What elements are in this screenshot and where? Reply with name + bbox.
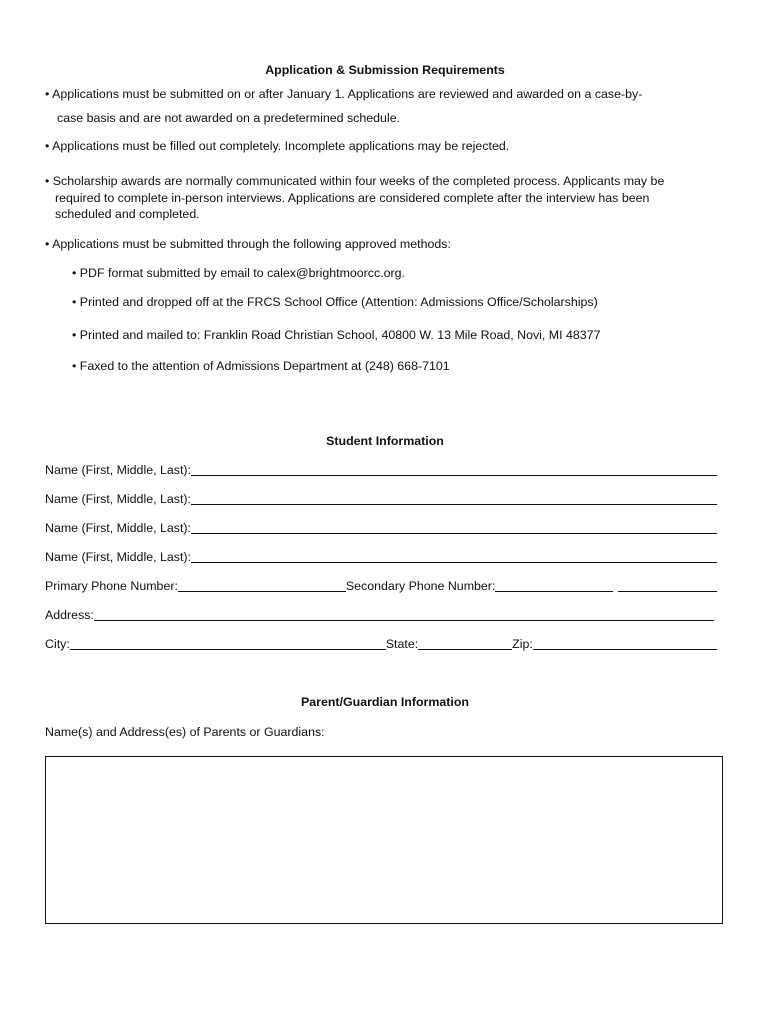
secondary-phone-label: Secondary Phone Number: <box>345 579 496 593</box>
name-field[interactable] <box>191 520 717 534</box>
state-label: State: <box>385 637 419 651</box>
parent-info-textbox[interactable] <box>45 756 723 924</box>
parent-info-title: Parent/Guardian Information <box>301 695 469 709</box>
secondary-phone-field[interactable] <box>495 578 613 592</box>
requirement-line: scheduled and completed. <box>55 207 200 221</box>
name-label: Name (First, Middle, Last): <box>45 521 191 535</box>
requirement-line: case basis and are not awarded on a predetermined schedule. <box>57 111 401 125</box>
phone-row <box>45 576 717 594</box>
primary-phone-field[interactable] <box>178 578 346 592</box>
state-field[interactable] <box>418 636 512 650</box>
requirement-line: required to complete in-person interviews. Applications are considered complete after the interview has been <box>55 190 650 205</box>
name-field[interactable] <box>191 462 717 476</box>
city-field[interactable] <box>70 636 386 650</box>
zip-label: Zip: <box>512 637 533 651</box>
name-label: Name (First, Middle, Last): <box>45 492 191 506</box>
address-row <box>45 605 714 623</box>
name-field[interactable] <box>191 491 717 505</box>
secondary-phone-extra-field[interactable] <box>618 578 717 592</box>
method-email: • PDF format submitted by email to calex@brightmoorcc.org. <box>72 266 405 280</box>
student-name-row <box>45 489 717 507</box>
city-state-zip-row <box>45 634 717 652</box>
zip-field[interactable] <box>533 636 717 650</box>
address-field[interactable] <box>94 607 714 621</box>
requirement-item <box>45 236 451 253</box>
city-label: City: <box>45 637 70 651</box>
name-field[interactable] <box>191 549 717 563</box>
name-label: Name (First, Middle, Last): <box>45 550 191 564</box>
requirement-item <box>45 86 642 103</box>
requirement-line: • Applications must be submitted on or after January 1. Applications are reviewed and awarded on a case-by- <box>45 87 643 101</box>
address-label: Address: <box>45 608 94 622</box>
requirement-item <box>45 138 509 155</box>
parent-names-label: Name(s) and Address(es) of Parents or Guardians: <box>45 725 325 739</box>
method-drop-off: • Printed and dropped off at the FRCS School Office (Attention: Admissions Office/Scholarships) <box>72 295 598 309</box>
requirement-line: • Scholarship awards are normally communicated within four weeks of the completed process. Applicants may be <box>45 174 665 188</box>
primary-phone-label: Primary Phone Number: <box>45 579 178 593</box>
requirements-title: Application & Submission Requirements <box>265 63 505 77</box>
student-name-row <box>45 547 717 565</box>
requirement-item <box>45 173 664 223</box>
student-info-title: Student Information <box>326 434 444 448</box>
method-fax: • Faxed to the attention of Admissions Department at (248) 668-7101 <box>72 359 450 373</box>
student-name-row <box>45 518 717 536</box>
method-mail: • Printed and mailed to: Franklin Road Christian School, 40800 W. 13 Mile Road, Novi, MI 48377 <box>72 328 601 342</box>
requirement-line: • Applications must be submitted through the following approved methods: <box>45 237 451 251</box>
name-label: Name (First, Middle, Last): <box>45 463 191 477</box>
requirement-line: • Applications must be filled out completely. Incomplete applications may be rejected. <box>45 139 510 153</box>
requirement-item-continued <box>57 110 400 127</box>
student-name-row <box>45 460 717 478</box>
